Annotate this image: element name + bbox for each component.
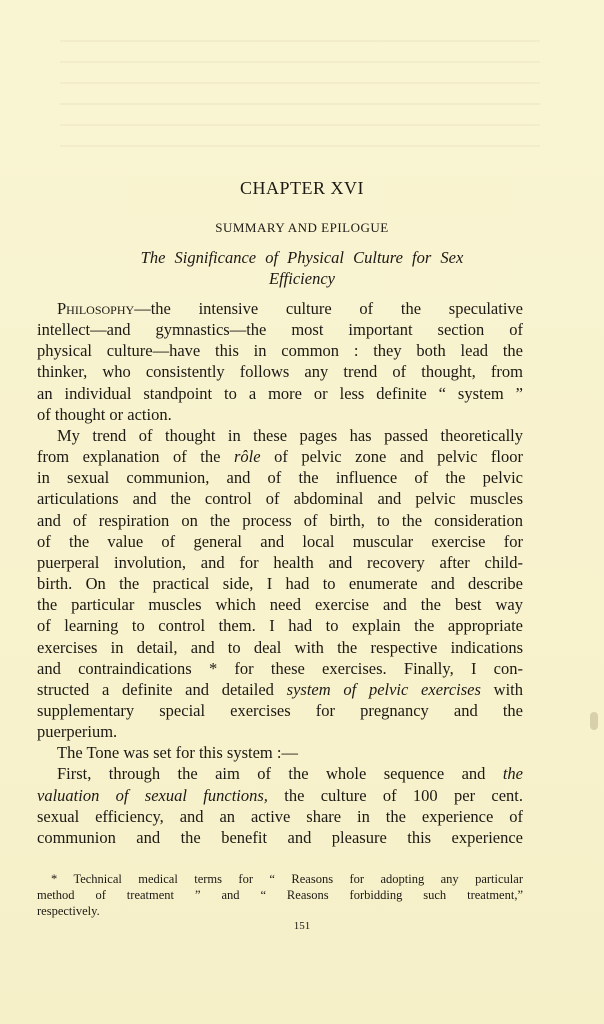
chapter-heading: CHAPTER XVI (239, 178, 364, 198)
text-line: puerperal involution, and for health and recovery after child- (37, 552, 523, 572)
text-line: exercises in detail, and to deal with the respective indications (37, 637, 523, 657)
small-caps-word: Philosophy (57, 299, 135, 318)
italic-run: the (502, 764, 523, 784)
footnote-line: respectively. (37, 904, 100, 918)
italic-run: system of pelvic exercises (286, 679, 481, 699)
text-line (37, 446, 523, 467)
italic-run: rôle (233, 447, 261, 467)
text-line: and of respiration on the process of birth, to the consideration (37, 510, 523, 530)
text-run: structed a definite and detailed (37, 679, 287, 699)
text-line: My trend of thought in these pages has passed theoretically (57, 425, 523, 445)
text-line: puerperium. (37, 722, 118, 742)
page-number: 151 (293, 920, 311, 932)
body-text (37, 298, 523, 848)
text-line: the particular muscles which need exercise and the best way (37, 595, 523, 615)
text-run: First, through the aim of the whole sequence and (57, 764, 503, 784)
text-run: —the intensive culture of the speculative (134, 299, 523, 318)
text-line: of the value of general and local muscular exercise for (37, 531, 523, 551)
text-line: articulations and the control of abdominal and pelvic muscles (37, 489, 523, 509)
footnote-line: * Technical medical terms for “ Reasons for adopting any particular (51, 872, 523, 886)
section-heading: SUMMARY AND EPILOGUE (215, 220, 389, 235)
subtitle-line: Efficiency (269, 269, 335, 288)
text-line (37, 679, 523, 700)
text-line: birth. On the practical side, I had to enumerate and describe (37, 574, 523, 594)
text-line: intellect—and gymnastics—the most important section of (37, 320, 523, 340)
text-line: The Tone was set for this system :— (57, 743, 298, 763)
text-line: and contraindications * for these exercises. Finally, I con- (37, 658, 523, 678)
text-line (37, 785, 523, 806)
text-line: thinker, who consistently follows any trend of thought, from (37, 362, 523, 382)
text-line: of thought or action. (37, 404, 172, 424)
chapter-subtitle (0, 247, 604, 289)
text-line: physical culture—have this in common : they both lead the (37, 341, 523, 361)
footnote-line: method of treatment ” and “ Reasons forbidding such treatment,” (37, 888, 523, 902)
text-run: of pelvic zone and pelvic floor (260, 447, 524, 467)
text-line: an individual standpoint to a more or less definite “ system ” (37, 383, 523, 403)
text-run: from explanation of the (37, 447, 234, 467)
page-edge-mark (590, 712, 598, 730)
bleed-through-text (60, 40, 540, 160)
text-run: the culture of 100 per cent. (267, 785, 524, 805)
text-line: sexual efficiency, and an active share in the experience of (37, 806, 523, 826)
text-run: with (480, 679, 523, 699)
text-line: of learning to control them. I had to explain the appropriate (37, 616, 523, 636)
footnote (37, 871, 523, 919)
subtitle-line: The Significance of Physical Culture for Sex (140, 248, 464, 267)
text-line (37, 763, 523, 784)
text-line (37, 298, 523, 319)
text-line: in sexual communion, and of the influence of the pelvic (37, 468, 523, 488)
text-line: supplementary special exercises for pregnancy and the (37, 700, 523, 720)
italic-run: valuation of sexual functions, (37, 785, 268, 805)
text-line: communion and the benefit and pleasure this experience (37, 827, 523, 847)
